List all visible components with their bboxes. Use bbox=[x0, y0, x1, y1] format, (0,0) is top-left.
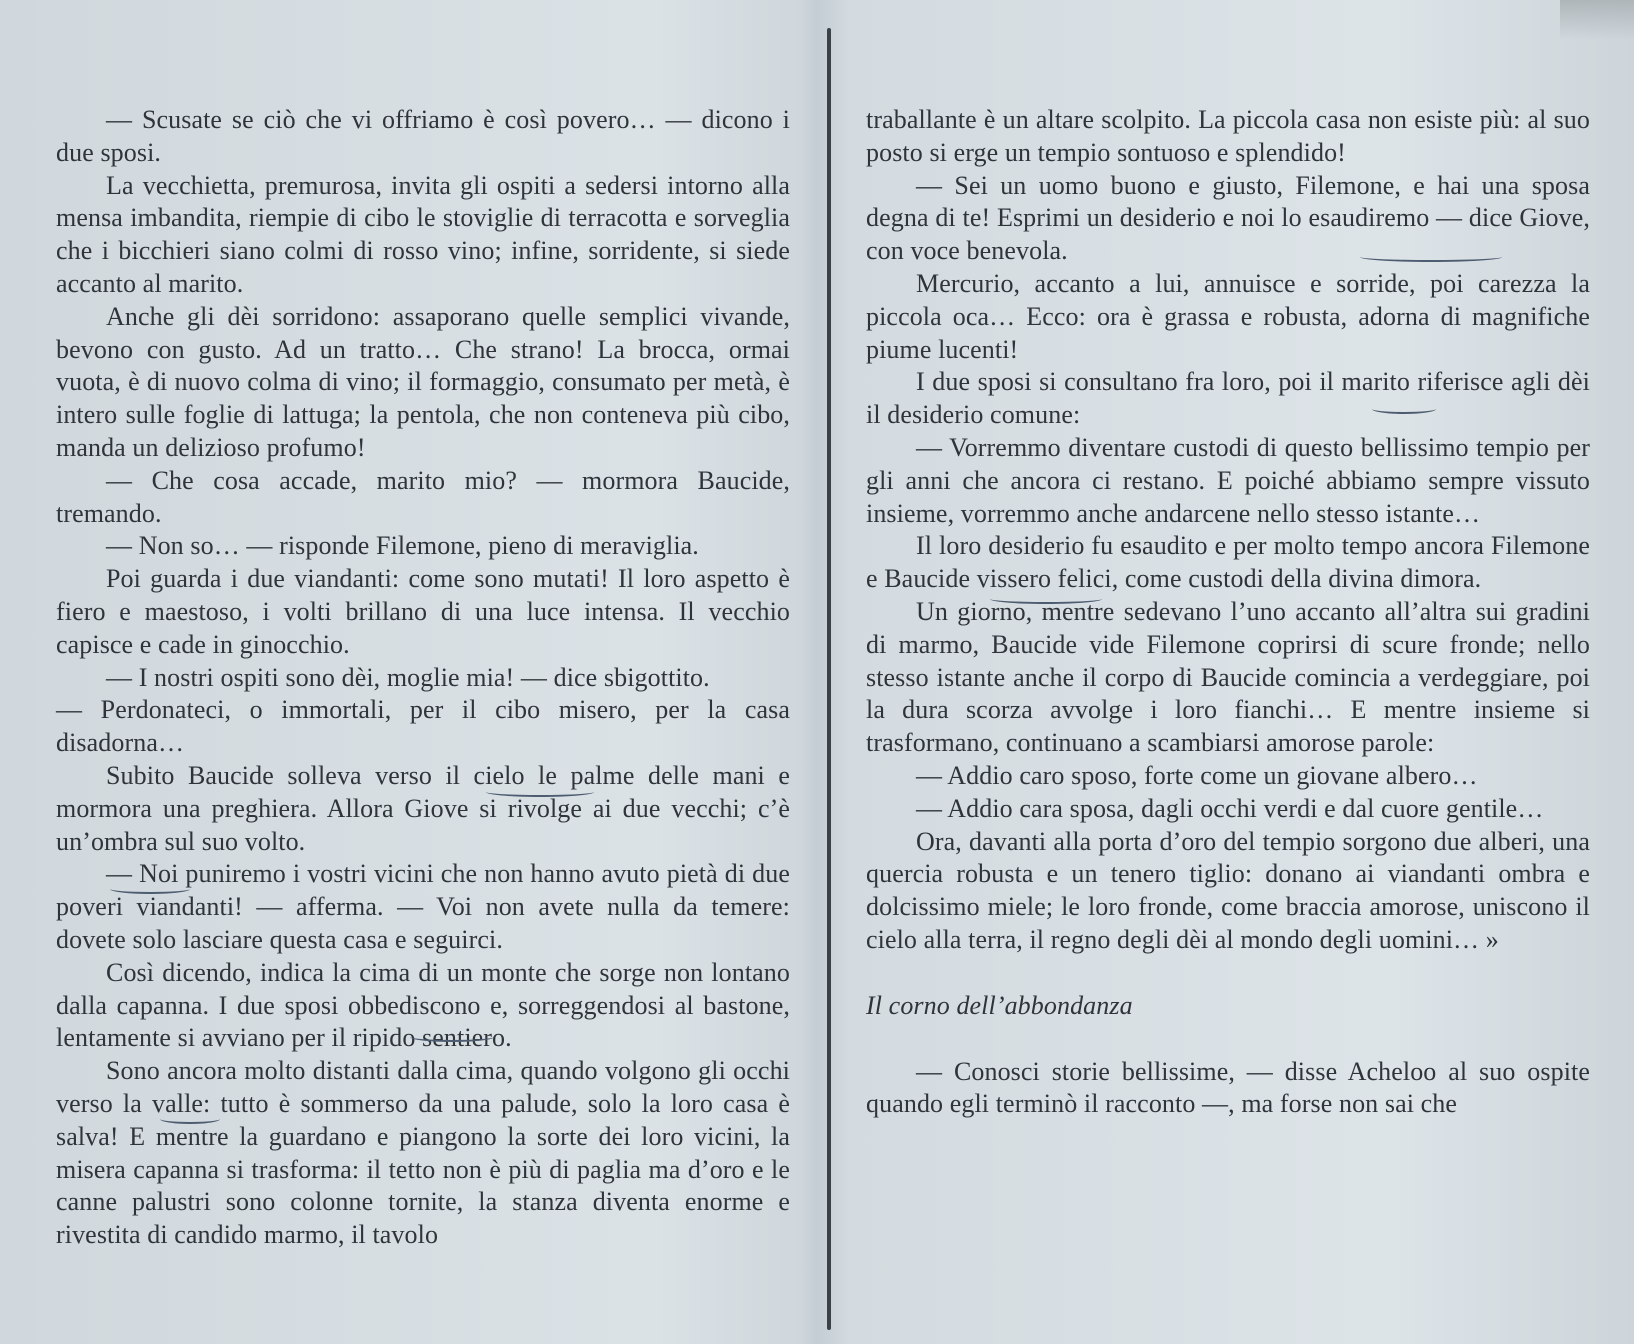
paragraph: — Che cosa accade, marito mio? — mormora Baucide, tremando. bbox=[56, 465, 790, 528]
paragraph: — Addio cara sposa, dagli occhi verdi e dal cuore gentile… bbox=[916, 793, 1544, 823]
paragraph: Così dicendo, indica la cima di un monte che sorge non lontano dalla capanna. I due sposi obbediscono e, sorreggendosi al bastone, lentamente si avviano per il ripido sentiero. bbox=[56, 957, 790, 1053]
paragraph: — Addio caro sposo, forte come un giovane albero… bbox=[916, 760, 1478, 790]
paragraph: — Scusate se ciò che vi offriamo è così povero… — dicono i due sposi. bbox=[56, 105, 790, 167]
paragraph: — Conosci storie bellissime, — disse Acheloo al suo ospite quando egli terminò il racconto —, ma forse non sai che bbox=[866, 1056, 1590, 1119]
paragraph: — I nostri ospiti sono dèi, moglie mia! — dice sbigottito. bbox=[106, 662, 710, 692]
paragraph: Un giorno, mentre sedevano l’uno accanto all’altra sui gradini di marmo, Baucide vide Filemone coprirsi di scure fronde; nello stesso istante anche il corpo di Baucide comincia a verdeggiare, poi la dura scorza avvolge i loro fianchi… E mentre insieme si trasformano, continuano a scambiarsi amorose parole: bbox=[866, 596, 1590, 758]
paragraph: Subito Baucide solleva verso il cielo le palme delle mani e mormora una preghiera. Allora Giove si rivolge ai due vecchi; c’è un’ombra sul suo volto. bbox=[56, 760, 790, 856]
paragraph: Ora, davanti alla porta d’oro del tempio sorgono due alberi, una quercia robusta e un tenero tiglio: donano ai viandanti ombra e dolcissimo miele; le loro fronde, come braccia amorose, uniscono il cielo alla terra, il regno degli dèi al mondo degli uomini… » bbox=[866, 826, 1590, 954]
paragraph: Il loro desiderio fu esaudito e per molto tempo ancora Filemone e Baucide vissero felici, come custodi della divina dimora. bbox=[866, 531, 1590, 594]
page-edge-shadow bbox=[1560, 0, 1634, 40]
left-page-text bbox=[56, 104, 790, 1252]
paragraph: Poi guarda i due viandanti: come sono mutati! Il loro aspetto è fiero e maestoso, i volti brillano di una luce intensa. Il vecchio capisce e cade in ginocchio. bbox=[56, 564, 790, 659]
paragraph: — Non so… — risponde Filemone, pieno di meraviglia. bbox=[106, 531, 699, 561]
paragraph: — Noi puniremo i vostri vicini che non hanno avuto pietà di due poveri viandanti! — afferma. — Voi non avete nulla da temere: dovete solo lasciare questa casa e seguirci. bbox=[56, 859, 790, 954]
paragraph: Mercurio, accanto a lui, annuisce e sorride, poi carezza la piccola oca… Ecco: ora è grassa e robusta, adorna di magnifiche piume lucenti! bbox=[866, 268, 1590, 364]
paragraph: — Perdonateci, o immortali, per il cibo misero, per la casa disadorna… bbox=[56, 695, 790, 758]
paragraph: La vecchietta, premurosa, invita gli ospiti a sedersi intorno alla mensa imbandita, riempie di cibo le stoviglie di terracotta e sorveglia che i bicchieri siano colmi di rosso vino; infine, sorridente, si siede accanto al marito. bbox=[56, 170, 790, 298]
chapter-heading: Il corno dell’abbondanza bbox=[866, 990, 1133, 1020]
paragraph: Sono ancora molto distanti dalla cima, quando volgono gli occhi verso la valle: tutto è sommerso da una palude, solo la loro casa è salva! E mentre la guardano e piangono la sorte dei loro vicini, la misera capanna si trasforma: il tetto non è più di paglia ma d’oro e le canne palustri sono colonne tornite, la stanza diventa enorme e rivestita di candido marmo, il tavolo bbox=[56, 1056, 790, 1250]
paragraph: — Vorremmo diventare custodi di questo bellissimo tempio per gli anni che ancora ci restano. E poiché abbiamo sempre vissuto insieme, vorremmo anche andarcene nello stesso istante… bbox=[866, 432, 1590, 528]
paragraph: — Sei un uomo buono e giusto, Filemone, e hai una sposa degna di te! Esprimi un desiderio e noi lo esaudiremo — dice Giove, con voce benevola. bbox=[866, 170, 1590, 266]
paragraph: traballante è un altare scolpito. La piccola casa non esiste più: al suo posto si erge un tempio sontuoso e splendido! bbox=[866, 105, 1590, 167]
right-page-paragraphs-after-heading bbox=[866, 1056, 1590, 1122]
paragraph: Anche gli dèi sorridono: assaporano quelle semplici vivande, bevono con gusto. Ad un tratto… Che strano! La brocca, ormai vuota, è di nuovo colma di vino; il formaggio, consumato per metà, è intero sulle foglie di lattuga; la pentola, che non conteneva più cibo, manda un delizioso profumo! bbox=[56, 301, 790, 462]
right-page-text bbox=[866, 104, 1590, 1121]
book-gutter bbox=[827, 28, 831, 1330]
right-page-paragraphs bbox=[866, 104, 1590, 957]
paragraph: I due sposi si consultano fra loro, poi il marito riferisce agli dèi il desiderio comune: bbox=[866, 367, 1590, 430]
